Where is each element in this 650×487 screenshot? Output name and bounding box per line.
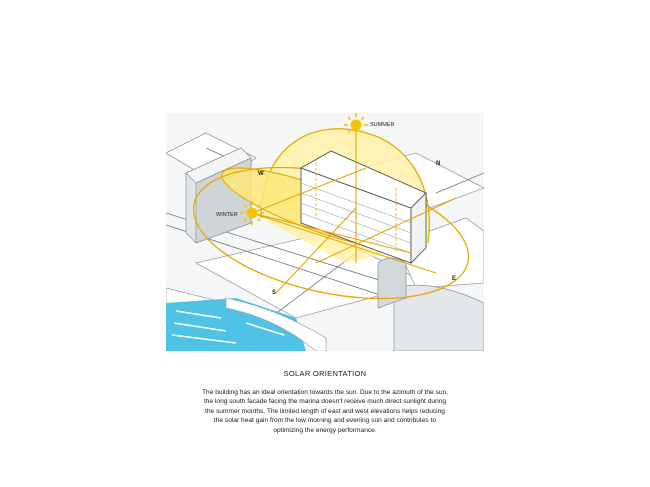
north-label: N <box>436 161 441 167</box>
south-label: S <box>272 290 277 296</box>
solar-orientation-diagram <box>166 113 484 351</box>
summer-label: SUMMER <box>370 122 395 128</box>
winter-label: WINTER <box>216 212 238 218</box>
west-label: W <box>258 171 264 177</box>
caption-title: SOLAR ORIENTATION <box>283 369 367 378</box>
east-label: E <box>452 276 457 282</box>
caption-body: The building has an ideal orientation towards the sun. Due to the azimuth of the sun, the long south facade facing the marina doesn't receive much direct sunlight during the summer months. The limited length of east and west elevations helps reducing the solar heat gain from the low morning and evening sun and contributes to optimizing the energy performance. <box>202 389 448 434</box>
